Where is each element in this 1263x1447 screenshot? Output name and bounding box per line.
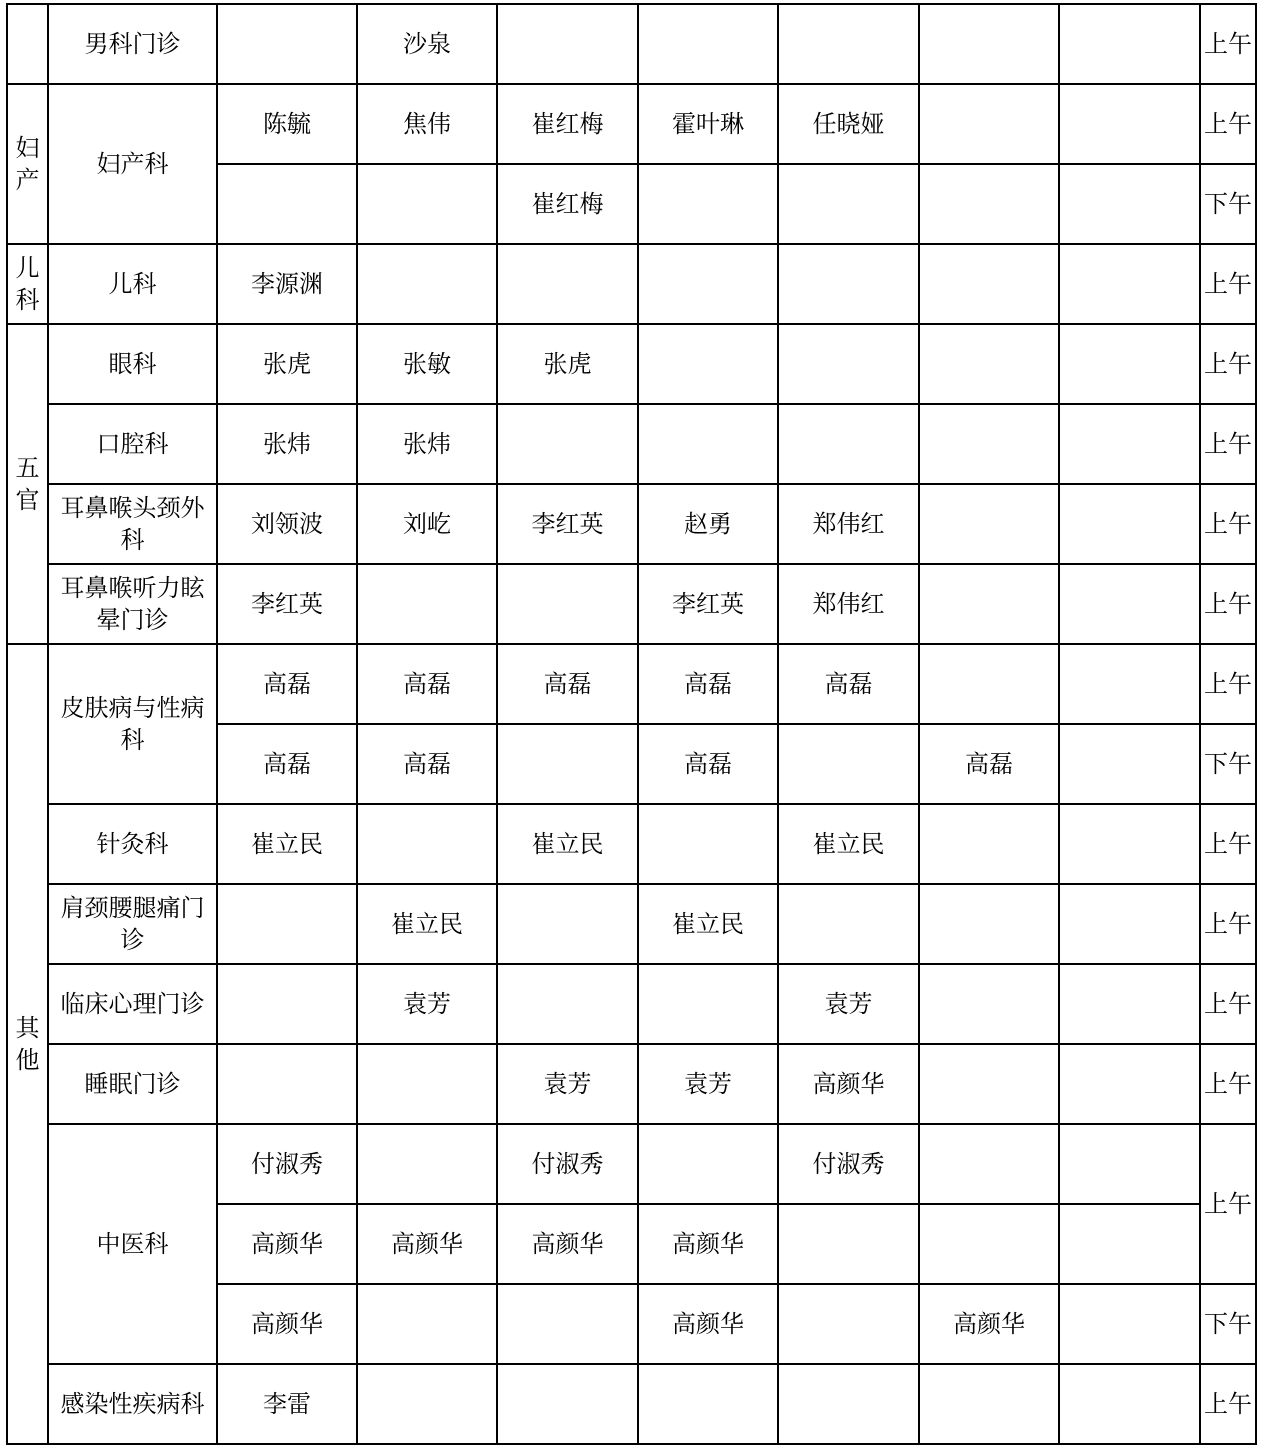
doctor-cell (1059, 1124, 1200, 1204)
doctor-cell (497, 244, 638, 324)
doctor-cell: 付淑秀 (778, 1124, 919, 1204)
doctor-cell: 高磊 (919, 724, 1059, 804)
doctor-cell (919, 324, 1059, 404)
period-cell: 上午 (1200, 964, 1256, 1044)
department-cell: 临床心理门诊 (48, 964, 217, 1044)
doctor-cell: 高颜华 (497, 1204, 638, 1284)
department-cell: 耳鼻喉听力眩晕门诊 (48, 564, 217, 644)
doctor-cell: 李雷 (217, 1364, 357, 1444)
table-row (7, 484, 1256, 564)
doctor-cell (497, 4, 638, 84)
doctor-cell (357, 1124, 497, 1204)
doctor-cell: 崔立民 (357, 884, 497, 964)
doctor-cell (919, 84, 1059, 164)
period-cell: 下午 (1200, 724, 1256, 804)
doctor-cell (778, 1364, 919, 1444)
table-row (7, 1124, 1256, 1204)
doctor-cell (919, 1124, 1059, 1204)
doctor-cell (919, 484, 1059, 564)
period-cell: 上午 (1200, 644, 1256, 724)
doctor-cell (1059, 404, 1200, 484)
department-cell: 中医科 (48, 1124, 217, 1364)
doctor-cell (778, 164, 919, 244)
doctor-cell (778, 884, 919, 964)
doctor-cell (638, 4, 778, 84)
doctor-cell (919, 244, 1059, 324)
doctor-cell (1059, 244, 1200, 324)
doctor-cell: 高磊 (217, 644, 357, 724)
doctor-cell: 高磊 (357, 724, 497, 804)
doctor-cell: 高磊 (638, 644, 778, 724)
table-row (7, 1044, 1256, 1124)
doctor-cell (357, 164, 497, 244)
doctor-cell: 高磊 (638, 724, 778, 804)
doctor-cell: 袁芳 (778, 964, 919, 1044)
doctor-cell (919, 564, 1059, 644)
table-row (7, 1364, 1256, 1444)
period-cell: 下午 (1200, 164, 1256, 244)
period-cell: 上午 (1200, 324, 1256, 404)
doctor-cell: 崔红梅 (497, 164, 638, 244)
doctor-cell: 高磊 (217, 724, 357, 804)
doctor-cell: 高颜华 (217, 1284, 357, 1364)
table-row (7, 84, 1256, 164)
period-cell: 上午 (1200, 1364, 1256, 1444)
department-cell: 男科门诊 (48, 4, 217, 84)
doctor-cell: 张炜 (357, 404, 497, 484)
doctor-cell (919, 1044, 1059, 1124)
department-cell: 妇产科 (48, 84, 217, 244)
doctor-cell: 袁芳 (497, 1044, 638, 1124)
doctor-cell (497, 564, 638, 644)
doctor-cell (1059, 1204, 1200, 1284)
doctor-cell (778, 4, 919, 84)
doctor-cell (357, 804, 497, 884)
category-cell: 妇产 (7, 84, 48, 244)
doctor-cell: 张虎 (497, 324, 638, 404)
doctor-cell: 李源渊 (217, 244, 357, 324)
category-cell: 五官 (7, 324, 48, 644)
doctor-cell: 张敏 (357, 324, 497, 404)
department-cell: 感染性疾病科 (48, 1364, 217, 1444)
doctor-cell (217, 164, 357, 244)
period-cell: 上午 (1200, 84, 1256, 164)
doctor-cell (919, 1364, 1059, 1444)
doctor-cell (1059, 1364, 1200, 1444)
doctor-cell (1059, 564, 1200, 644)
doctor-cell: 沙泉 (357, 4, 497, 84)
doctor-cell (217, 4, 357, 84)
period-cell: 上午 (1200, 564, 1256, 644)
doctor-cell (638, 1364, 778, 1444)
doctor-cell (778, 404, 919, 484)
doctor-cell (1059, 644, 1200, 724)
doctor-cell: 霍叶琳 (638, 84, 778, 164)
department-cell: 耳鼻喉头颈外科 (48, 484, 217, 564)
department-cell: 针灸科 (48, 804, 217, 884)
doctor-cell (638, 964, 778, 1044)
doctor-cell: 赵勇 (638, 484, 778, 564)
doctor-cell (1059, 724, 1200, 804)
doctor-cell (217, 964, 357, 1044)
doctor-cell (919, 404, 1059, 484)
doctor-cell (919, 1204, 1059, 1284)
doctor-cell (919, 4, 1059, 84)
doctor-cell (1059, 164, 1200, 244)
table-row (7, 324, 1256, 404)
doctor-cell (1059, 324, 1200, 404)
doctor-cell: 任晓娅 (778, 84, 919, 164)
doctor-cell: 袁芳 (638, 1044, 778, 1124)
doctor-cell: 高磊 (357, 644, 497, 724)
department-cell: 肩颈腰腿痛门诊 (48, 884, 217, 964)
schedule-table (6, 3, 1257, 1445)
doctor-cell: 焦伟 (357, 84, 497, 164)
doctor-cell (638, 324, 778, 404)
doctor-cell (357, 1044, 497, 1124)
period-cell: 上午 (1200, 1044, 1256, 1124)
doctor-cell (497, 884, 638, 964)
table-row (7, 964, 1256, 1044)
table-row (7, 244, 1256, 324)
doctor-cell: 李红英 (497, 484, 638, 564)
category-cell: 其他 (7, 644, 48, 1444)
doctor-cell (497, 724, 638, 804)
doctor-cell (217, 884, 357, 964)
doctor-cell (357, 244, 497, 324)
doctor-cell (919, 164, 1059, 244)
department-cell: 口腔科 (48, 404, 217, 484)
doctor-cell: 高颜华 (638, 1284, 778, 1364)
doctor-cell (357, 1364, 497, 1444)
period-cell: 上午 (1200, 4, 1256, 84)
doctor-cell: 高磊 (497, 644, 638, 724)
category-cell (7, 4, 48, 84)
doctor-cell (778, 1204, 919, 1284)
department-cell: 眼科 (48, 324, 217, 404)
doctor-cell (919, 884, 1059, 964)
doctor-cell (919, 804, 1059, 884)
period-cell: 上午 (1200, 244, 1256, 324)
doctor-cell: 李红英 (638, 564, 778, 644)
doctor-cell (638, 164, 778, 244)
doctor-cell (1059, 1044, 1200, 1124)
doctor-cell (1059, 84, 1200, 164)
doctor-cell (778, 324, 919, 404)
doctor-cell (778, 724, 919, 804)
doctor-cell: 陈毓 (217, 84, 357, 164)
doctor-cell (497, 404, 638, 484)
doctor-cell (1059, 484, 1200, 564)
table-row (7, 4, 1256, 84)
doctor-cell: 崔立民 (217, 804, 357, 884)
doctor-cell: 高颜华 (919, 1284, 1059, 1364)
doctor-cell (1059, 804, 1200, 884)
doctor-cell (1059, 1284, 1200, 1364)
doctor-cell: 高颜华 (357, 1204, 497, 1284)
period-cell: 上午 (1200, 804, 1256, 884)
doctor-cell (638, 804, 778, 884)
table-row (7, 564, 1256, 644)
doctor-cell (357, 564, 497, 644)
doctor-cell: 崔立民 (638, 884, 778, 964)
doctor-cell: 张炜 (217, 404, 357, 484)
table-row (7, 404, 1256, 484)
period-cell: 上午 (1200, 884, 1256, 964)
doctor-cell (1059, 4, 1200, 84)
doctor-cell: 崔立民 (778, 804, 919, 884)
period-cell: 上午 (1200, 1124, 1256, 1284)
doctor-cell: 高磊 (778, 644, 919, 724)
doctor-cell: 郑伟红 (778, 484, 919, 564)
doctor-cell: 崔红梅 (497, 84, 638, 164)
doctor-cell (778, 1284, 919, 1364)
doctor-cell (217, 1044, 357, 1124)
doctor-cell (497, 1364, 638, 1444)
doctor-cell (1059, 964, 1200, 1044)
period-cell: 上午 (1200, 404, 1256, 484)
table-row (7, 644, 1256, 724)
doctor-cell: 刘领波 (217, 484, 357, 564)
doctor-cell (638, 244, 778, 324)
table-row (7, 884, 1256, 964)
doctor-cell (919, 964, 1059, 1044)
period-cell: 下午 (1200, 1284, 1256, 1364)
doctor-cell (497, 964, 638, 1044)
doctor-cell (919, 644, 1059, 724)
period-cell: 上午 (1200, 484, 1256, 564)
doctor-cell (357, 1284, 497, 1364)
doctor-cell (497, 1284, 638, 1364)
category-cell: 儿科 (7, 244, 48, 324)
doctor-cell: 张虎 (217, 324, 357, 404)
doctor-cell: 崔立民 (497, 804, 638, 884)
department-cell: 皮肤病与性病科 (48, 644, 217, 804)
table-row (7, 804, 1256, 884)
doctor-cell: 高颜华 (638, 1204, 778, 1284)
doctor-cell: 刘屹 (357, 484, 497, 564)
doctor-cell (1059, 884, 1200, 964)
doctor-cell (778, 244, 919, 324)
department-cell: 儿科 (48, 244, 217, 324)
department-cell: 睡眠门诊 (48, 1044, 217, 1124)
doctor-cell: 高颜华 (778, 1044, 919, 1124)
doctor-cell (638, 1124, 778, 1204)
doctor-cell: 付淑秀 (497, 1124, 638, 1204)
doctor-cell: 李红英 (217, 564, 357, 644)
doctor-cell: 高颜华 (217, 1204, 357, 1284)
doctor-cell: 付淑秀 (217, 1124, 357, 1204)
doctor-cell (638, 404, 778, 484)
doctor-cell: 袁芳 (357, 964, 497, 1044)
doctor-cell: 郑伟红 (778, 564, 919, 644)
